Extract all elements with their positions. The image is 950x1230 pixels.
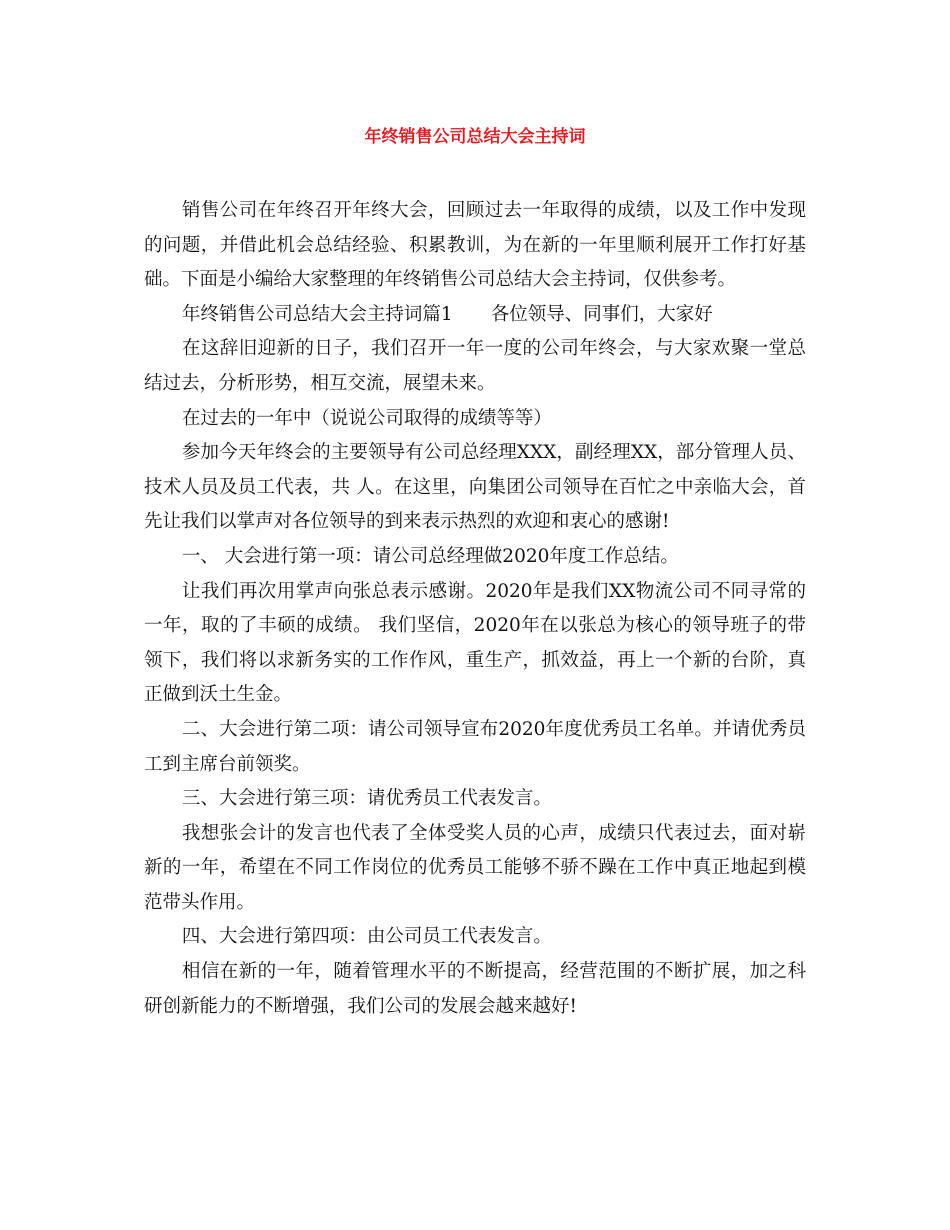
body-paragraph: 在过去的一年中（说说公司取得的成绩等等） bbox=[181, 407, 552, 429]
document-title: 年终销售公司总结大会主持词 bbox=[364, 127, 586, 147]
agenda-item-4: 四、大会进行第四项：由公司员工代表发言。 bbox=[181, 926, 552, 948]
agenda-item-1: 一、 大会进行第一项：请公司总经理做2020年度工作总结。 bbox=[181, 545, 679, 567]
body-paragraph: 让我们再次用掌声向张总表示感谢。2020年是我们XX物流公司不同寻常的一年，取的了丰硕的成绩。 我们坚信，2020年在以张总为核心的领导班子的带领下，我们将以求新务实的工作作风，重生产，抓效益，再上一个新的台阶，真正做到沃土生金。 bbox=[144, 580, 806, 706]
body-paragraph: 我想张会计的发言也代表了全体受奖人员的心声，成绩只代表过去，面对崭新的一年，希望在不同工作岗位的优秀员工能够不骄不躁在工作中真正地起到模范带头作用。 bbox=[144, 822, 806, 913]
intro-paragraph: 销售公司在年终召开年终大会，回顾过去一年取得的成绩，以及工作中发现的问题，并借此机会总结经验、积累教训，为在新的一年里顺利展开工作打好基础。下面是小编给大家整理的年终销售公司总结大会主持词，仅供参考。 bbox=[144, 200, 806, 291]
document-body bbox=[144, 194, 806, 1024]
greeting: 各位领导、同事们，大家好 bbox=[490, 303, 713, 325]
section-heading-line bbox=[144, 298, 806, 333]
agenda-item-2: 二、大会进行第二项：请公司领导宣布2020年度优秀员工名单。并请优秀员工到主席台前领奖。 bbox=[144, 718, 806, 775]
section-heading: 年终销售公司总结大会主持词篇1 bbox=[181, 303, 453, 325]
body-paragraph: 在这辞旧迎新的日子，我们召开一年一度的公司年终会，与大家欢聚一堂总结过去，分析形势，相互交流，展望未来。 bbox=[144, 338, 806, 394]
body-paragraph: 参加今天年终会的主要领导有公司总经理XXX，副经理XX，部分管理人员、技术人员及员工代表，共 人。在这里，向集团公司领导在百忙之中亲临大会，首先让我们以掌声对各位领导的到来表示热烈的欢迎和衷心的感谢! bbox=[144, 442, 806, 533]
agenda-item-3: 三、大会进行第三项：请优秀员工代表发言。 bbox=[181, 788, 552, 810]
closing-paragraph: 相信在新的一年，随着管理水平的不断提高，经营范围的不断扩展，加之科研创新能力的不断增强，我们公司的发展会越来越好! bbox=[144, 961, 806, 1017]
